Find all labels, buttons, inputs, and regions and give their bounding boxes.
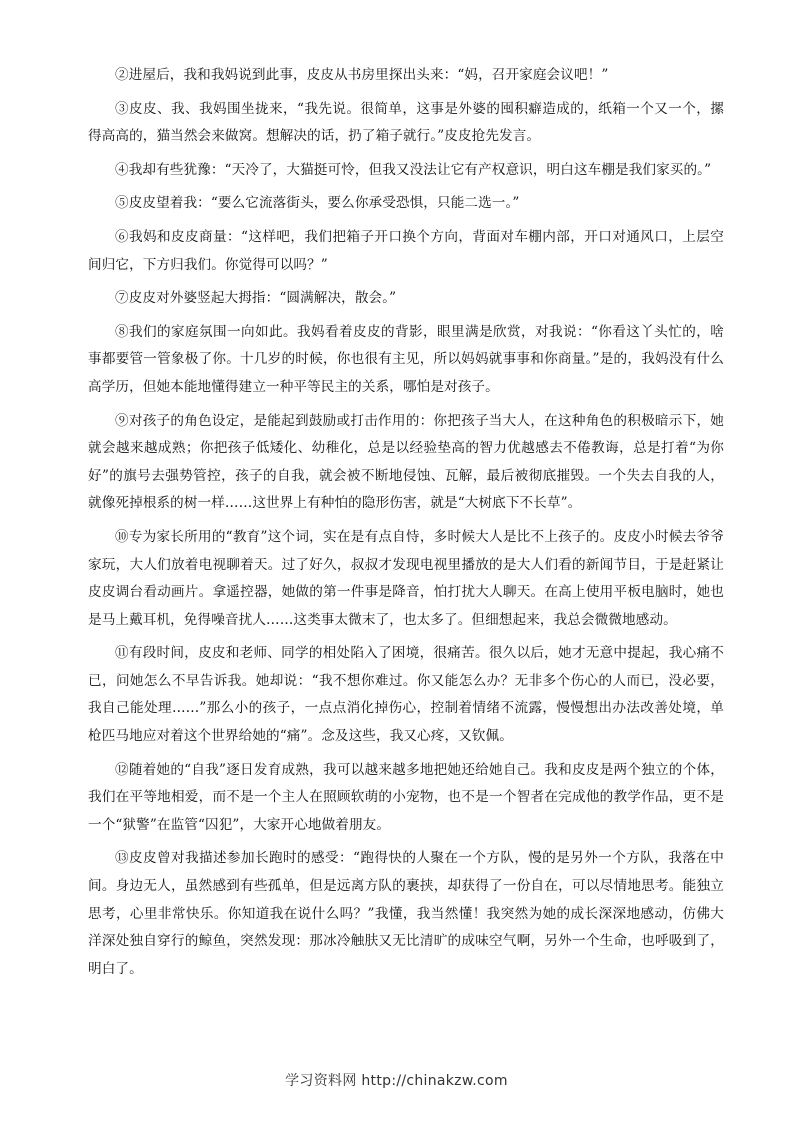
- paragraph-7: ⑦皮皮对外婆竖起大拇指：“圆满解决，散会。”: [115, 290, 397, 307]
- paragraph-8: ⑧我们的家庭氛围一向如此。我妈看着皮皮的背影，眼里满是欣赏，对我说：“你看这丫头忙的，啥事都要管一管象极了你。十几岁的时候，你也很有主见，所以妈妈就事事和你商量。”是的，我妈没有什么高学历，但她本能地懂得建立一种平等民主的关系，哪怕是对孩子。: [88, 323, 724, 395]
- paragraph-5: ⑤皮皮望着我：“要么它流落街头，要么你承受恐惧，只能二选一。”: [115, 195, 520, 212]
- paragraph-10: ⑩专为家长所用的“教育”这个词，实在是有点自恃，多时候大人是比不上孩子的。皮皮小时候去爷爷家玩，大人们放着电视聊着天。过了好久，叔叔才发现电视里播放的是大人们看的新闻节目，于是赶紧让皮皮调台看动画片。拿遥控器，她做的第一件事是降音，怕打扰大人聊天。在高上使用平板电脑时，她也是马上戴耳机，免得噪音扰人……这类事太微末了，也太多了。但细想起来，我总会微微地感动。: [88, 528, 724, 628]
- paragraph-2: ②进屋后，我和我妈说到此事，皮皮从书房里探出头来：“妈，召开家庭会议吧！”: [115, 67, 609, 83]
- page-footer: 学习资料网 http://chinakzw.com: [285, 1073, 508, 1089]
- paragraph-12: ⑫随着她的“自我”逐日发育成熟，我可以越来越多地把她还给她自己。我和皮皮是两个独立的个体，我们在平等地相爱，而不是一个主人在照顾软萌的小宠物，也不是一个智者在完成他的教学作品，更不是一个“狱警”在监管“囚犯”，大家开心地做着朋友。: [88, 761, 724, 833]
- paragraph-9: ⑨对孩子的角色设定，是能起到鼓励或打击作用的：你把孩子当大人，在这种角色的积极暗示下，她就会越来越成熟；你把孩子低矮化、幼稚化，总是以经验垫高的智力优越感去不倦教诲，总是打着“为你好”的旗号去强势管控，孩子的自我，就会被不断地侵蚀、瓦解，最后被彻底摧毁。一个失去自我的人，就像死掉根系的树一样……这世界上有种怕的隐形伤害，就是“大树底下不长草”。: [88, 412, 724, 512]
- paragraph-13: ⑬皮皮曾对我描述参加长跑时的感受：“跑得快的人聚在一个方队，慢的是另外一个方队，我落在中间。身边无人，虽然感到有些孤单，但是远离方队的裹挟，却获得了一份自在，可以尽情地思考。能独立思考，心里非常快乐。你知道我在说什么吗？”我懂，我当然懂！我突然为她的成长深深地感动，仿佛大洋深处独自穿行的鲸鱼，突然发现：那冰冷触肤又无比清旷的成味空气啊，另外一个生命，也呼吸到了，明白了。: [88, 850, 724, 977]
- paragraph-4: ④我却有些犹豫：“天冷了，大猫挺可怜，但我又没法让它有产权意识，明白这车棚是我们家买的。”: [115, 161, 712, 178]
- paragraph-6: ⑥我妈和皮皮商量：“这样吧，我们把箱子开口换个方向，背面对车棚内部，开口对通风口，上层空间归它，下方归我们。你觉得可以吗？”: [88, 228, 724, 273]
- article-body: [88, 62, 724, 989]
- paragraph-3: ③皮皮、我、我妈围坐拢来，“我先说。很简单，这事是外婆的囤积癖造成的，纸箱一个又一个，摞得高高的，猫当然会来做窝。想解决的话，扔了箱子就行。”皮皮抢先发言。: [88, 100, 724, 145]
- paragraph-11: ⑪有段时间，皮皮和老师、同学的相处陷入了困境，很痛苦。很久以后，她才无意中提起，我心痛不已，问她怎么不早告诉我。她却说：“我不想你难过。你又能怎么办？无非多个伤心的人而已，没必要，我自己能处理……”那么小的孩子，一点点消化掉伤心，控制着情绪不流露，慢慢想出办法改善处境，单枪匹马地应对着这个世界给她的“痛”。念及这些，我又心疼，又钦佩。: [88, 645, 724, 745]
